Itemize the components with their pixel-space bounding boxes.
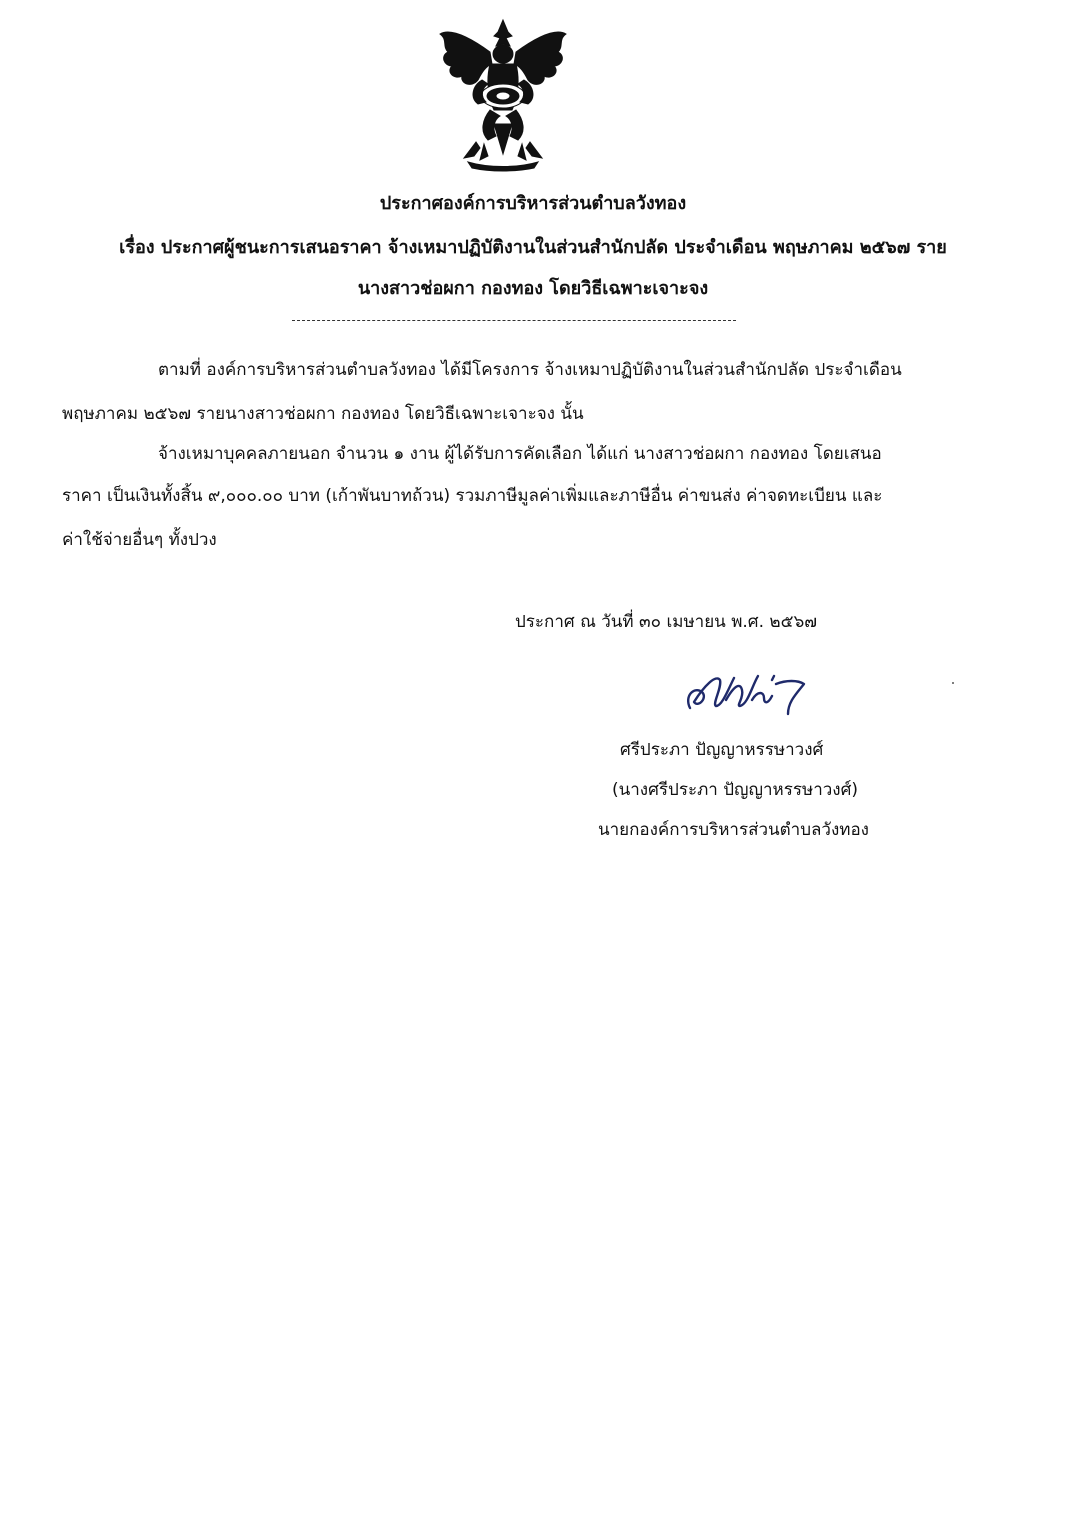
signer-position: นายกองค์การบริหารส่วนตำบลวังทอง	[598, 820, 869, 840]
organization-title: ประกาศองค์การบริหารส่วนตำบลวังทอง	[379, 193, 687, 214]
garuda-emblem-icon	[428, 14, 578, 174]
subject-title: เรื่อง ประกาศผู้ชนะการเสนอราคา จ้างเหมาปฏิบัติงานในส่วนสำนักปลัด ประจำเดือน พฤษภาคม ๒๕๖๗ ราย	[119, 237, 947, 258]
paragraph-2-line-1: จ้างเหมาบุคคลภายนอก จำนวน ๑ งาน ผู้ได้รับการคัดเลือก ได้แก่ นางสาวช่อผกา กองทอง โดยเสนอ	[158, 444, 882, 464]
divider	[292, 320, 736, 321]
signer-name: ศรีประภา ปัญญาหรรษาวงศ์	[620, 740, 824, 760]
stray-mark	[952, 682, 954, 684]
paragraph-2-line-3: ค่าใช้จ่ายอื่นๆ ทั้งปวง	[62, 530, 217, 550]
announcement-date: ประกาศ ณ วันที่ ๓๐ เมษายน พ.ศ. ๒๕๖๗	[515, 612, 818, 632]
subject-title-continued: นางสาวช่อผกา กองทอง โดยวิธีเฉพาะเจาะจง	[357, 278, 709, 299]
signer-fullname: (นางศรีประภา ปัญญาหรรษาวงศ์)	[612, 780, 859, 800]
paragraph-1-line-1: ตามที่ องค์การบริหารส่วนตำบลวังทอง ได้มีโครงการ จ้างเหมาปฏิบัติงานในส่วนสำนักปลัด ประจำเดือน	[158, 360, 902, 380]
paragraph-2-line-2: ราคา เป็นเงินทั้งสิ้น ๙,๐๐๐.๐๐ บาท (เก้าพันบาทถ้วน) รวมภาษีมูลค่าเพิ่มและภาษีอื่น ค่าขนส่ง ค่าจดทะเบียน และ	[62, 486, 883, 506]
handwritten-signature-icon	[676, 656, 826, 722]
paragraph-1-line-2: พฤษภาคม ๒๕๖๗ รายนางสาวช่อผกา กองทอง โดยวิธีเฉพาะเจาะจง นั้น	[62, 404, 584, 424]
